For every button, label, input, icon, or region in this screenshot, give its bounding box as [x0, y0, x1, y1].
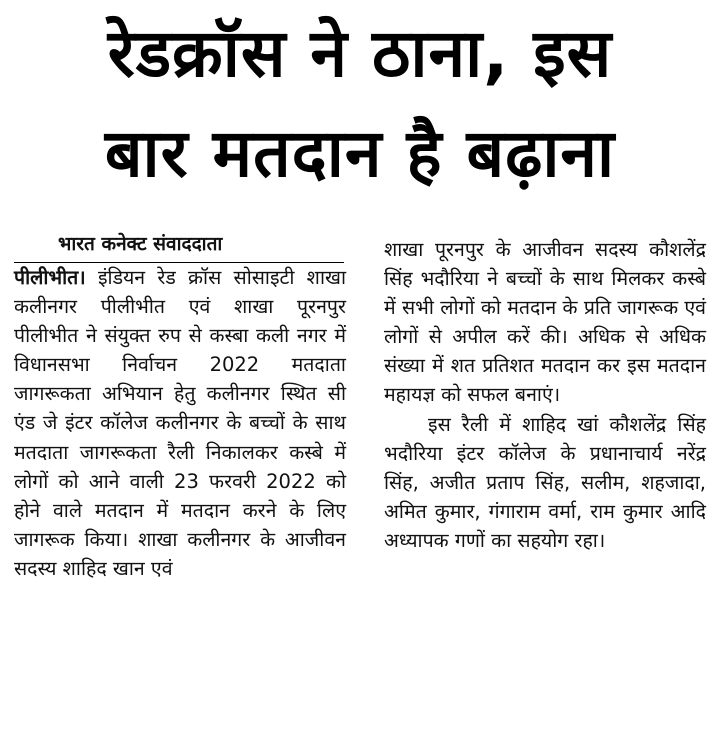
headline-line-1: रेडक्रॉस ने ठाना, इस: [107, 15, 613, 92]
dateline: पीलीभीत।: [14, 266, 86, 289]
left-column-body: इंडियन रेड क्रॉस सोसाइटी शाखा कलीनगर पीलीभीत एवं शाखा पूरनपुर पीलीभीत ने संयुक्त रुप से कस्बा कली नगर में विधानसभा निर्वाचन 2022 मतदाता जागरूकता अभियान हेतु कलीनगर स्थित सी एंड जे इंटर कॉलेज कलीनगर के बच्चों के साथ मतदाता जागरूकता रैली निकालकर कस्बे में लोगों को आने वाली 23 फरवरी 2022 को होने वाले मतदान में मतदान करने के लिए जागरूक किया। शाखा कलीनगर के आजीवन सदस्य शाहिद खान एवं: [14, 266, 346, 580]
article-column-left: [14, 263, 346, 583]
headline: [0, 4, 720, 204]
right-paragraph-1: शाखा पूरनपुर के आजीवन सदस्य कौशलेंद्र सिंह भदौरिया ने बच्चों के साथ मिलकर कस्बे में सभी लोगों को मतदान के प्रति जागरूक एवं लोगों से अपील करें की। अधिक से अधिक संख्या में शत प्रतिशत मतदान कर इस मतदान महायज्ञ को सफल बनाएं।: [384, 238, 706, 407]
article-column-right: [384, 235, 706, 555]
left-paragraph: [14, 263, 346, 583]
right-paragraph-2: इस रैली में शाहिद खां कौशलेंद्र सिंह भदौरिया इंटर कॉलेज के प्रधानाचार्य नरेंद्र सिंह, अजीत प्रताप सिंह, सलीम, शहजादा, अमित कुमार, गंगाराम वर्मा, राम कुमार आदि अध्यापक गणों का सहयोग रहा।: [384, 412, 706, 552]
headline-line-2: बार मतदान है बढ़ाना: [104, 115, 616, 192]
byline: भारत कनेक्ट संवाददाता: [58, 233, 223, 255]
